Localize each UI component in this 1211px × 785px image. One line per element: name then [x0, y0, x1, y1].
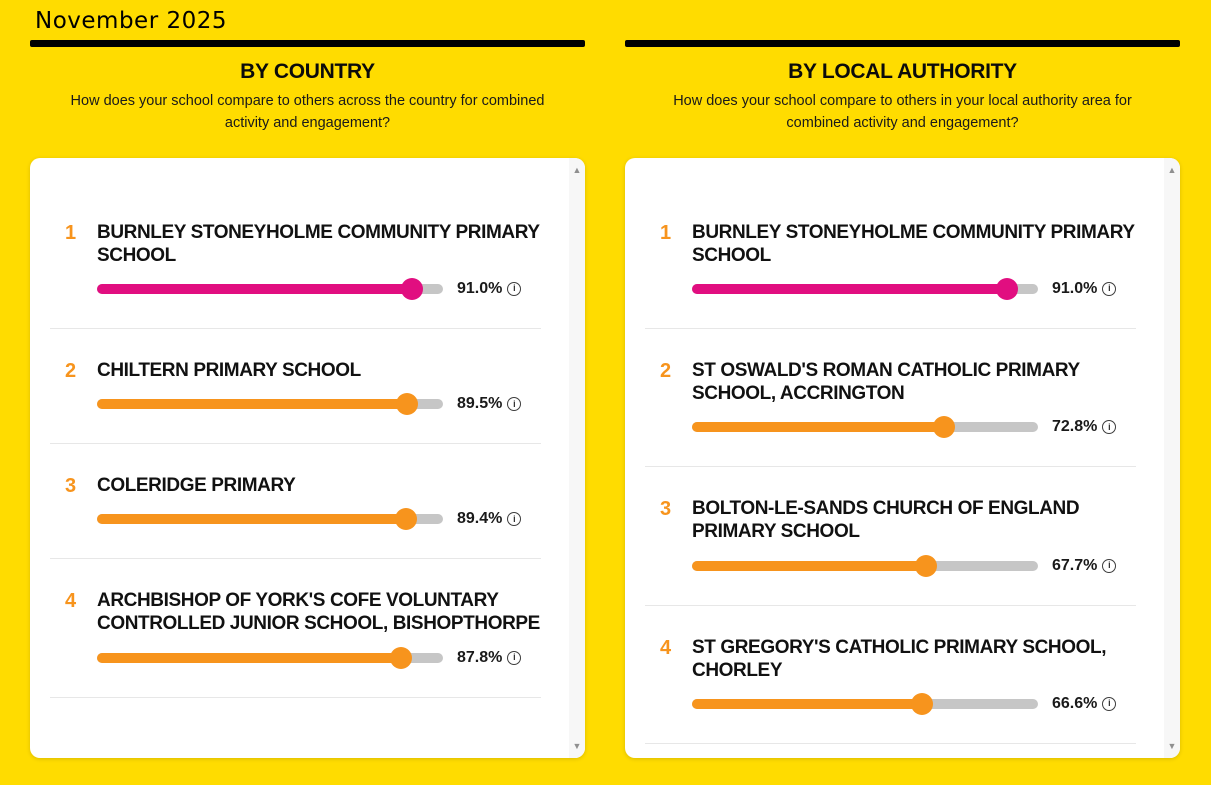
score-value: 89.4% [457, 510, 503, 528]
score-slider [97, 510, 541, 528]
score-slider [97, 280, 541, 298]
info-icon[interactable]: i [507, 282, 521, 296]
score-value: 72.8% [1052, 418, 1098, 436]
school-row [645, 329, 1136, 467]
rank-number: 2 [65, 359, 77, 382]
score-value: 91.0% [1052, 279, 1098, 297]
info-icon[interactable]: i [1102, 559, 1116, 573]
score-value: 91.0% [457, 279, 503, 297]
slider-track [692, 422, 1038, 432]
score-value: 66.6% [1052, 694, 1098, 712]
slider-track [97, 653, 443, 663]
slider-fill [97, 653, 401, 663]
rank-number: 3 [660, 498, 672, 521]
panels-container [30, 40, 1180, 758]
school-row [50, 444, 541, 559]
slider-track [97, 399, 443, 409]
school-name: COLERIDGE PRIMARY [97, 475, 296, 497]
school-row-main [97, 474, 541, 528]
score-value: 89.5% [457, 395, 503, 413]
ranking-card [30, 158, 585, 758]
slider-track [97, 514, 443, 524]
slider-fill [692, 561, 926, 571]
page-title: November 2025 [35, 8, 227, 34]
school-name: ST OSWALD'S ROMAN CATHOLIC PRIMARY SCHOOL, ACCRINGTON [692, 359, 1080, 405]
school-row-main [97, 589, 541, 666]
rank-number: 4 [65, 590, 77, 613]
rank-number: 3 [65, 475, 77, 498]
school-row-main [692, 359, 1136, 436]
slider-fill [97, 399, 407, 409]
rank-number: 2 [660, 359, 672, 382]
school-row-main [692, 221, 1136, 298]
scrollbar[interactable] [569, 158, 585, 758]
heading-rule [30, 40, 585, 47]
school-name: BURNLEY STONEYHOLME COMMUNITY PRIMARY SCHOOL [97, 221, 540, 266]
school-name: ST GREGORY'S CATHOLIC PRIMARY SCHOOL, CHORLEY [692, 636, 1107, 681]
score-slider [692, 695, 1136, 713]
scrollbar[interactable] [1164, 158, 1180, 758]
school-row [645, 467, 1136, 605]
rank-number: 1 [660, 221, 672, 244]
slider-knob[interactable] [390, 647, 412, 669]
heading-rule [625, 40, 1180, 47]
rank-number: 4 [660, 636, 672, 659]
info-icon[interactable]: i [1102, 697, 1116, 711]
school-name: CHILTERN PRIMARY SCHOOL [97, 359, 361, 381]
rank-number: 1 [65, 221, 77, 244]
ranking-panel [30, 40, 585, 758]
slider-fill [692, 422, 944, 432]
ranking-list[interactable] [30, 158, 585, 758]
slider-knob[interactable] [915, 555, 937, 577]
slider-track [692, 561, 1038, 571]
slider-track [692, 284, 1038, 294]
info-icon[interactable]: i [507, 512, 521, 526]
school-row [645, 191, 1136, 329]
scroll-up-icon[interactable]: ▲ [1167, 164, 1177, 175]
score-slider [692, 557, 1136, 575]
info-icon[interactable]: i [507, 651, 521, 665]
panel-subtitle: How does your school compare to others across the country for combined activity and engagement? [70, 93, 545, 131]
ranking-card [625, 158, 1180, 758]
school-row-main [692, 636, 1136, 713]
scroll-up-icon[interactable]: ▲ [572, 164, 582, 175]
school-row [645, 606, 1136, 744]
slider-knob[interactable] [933, 416, 955, 438]
slider-track [97, 284, 443, 294]
school-row [50, 559, 541, 697]
school-row-main [692, 497, 1136, 574]
scroll-down-icon[interactable]: ▼ [572, 740, 582, 751]
slider-track [692, 699, 1038, 709]
score-slider [97, 395, 541, 413]
slider-knob[interactable] [911, 693, 933, 715]
scroll-down-icon[interactable]: ▼ [1167, 740, 1177, 751]
ranking-panel [625, 40, 1180, 758]
score-value: 67.7% [1052, 556, 1098, 574]
slider-knob[interactable] [396, 393, 418, 415]
slider-knob[interactable] [996, 278, 1018, 300]
ranking-list[interactable] [625, 158, 1180, 758]
school-row-main [97, 221, 541, 298]
score-slider [692, 280, 1136, 298]
school-name: BURNLEY STONEYHOLME COMMUNITY PRIMARY SCHOOL [692, 221, 1135, 266]
school-row-main [97, 359, 541, 413]
info-icon[interactable]: i [507, 397, 521, 411]
panel-heading: BY LOCAL AUTHORITY [788, 60, 1017, 83]
school-row [50, 191, 541, 329]
score-value: 87.8% [457, 648, 503, 666]
slider-knob[interactable] [401, 278, 423, 300]
school-name: ARCHBISHOP OF YORK'S COFE VOLUNTARY CONTROLLED JUNIOR SCHOOL, BISHOPTHORPE [97, 590, 540, 635]
info-icon[interactable]: i [1102, 282, 1116, 296]
school-row [50, 329, 541, 444]
panel-subtitle: How does your school compare to others in your local authority area for combined activity and engagement? [673, 93, 1132, 131]
slider-fill [97, 284, 412, 294]
school-name: BOLTON-LE-SANDS CHURCH OF ENGLAND PRIMARY SCHOOL [692, 498, 1080, 543]
panel-heading: BY COUNTRY [240, 60, 375, 83]
score-slider [97, 649, 541, 667]
slider-fill [97, 514, 406, 524]
slider-fill [692, 699, 922, 709]
slider-fill [692, 284, 1007, 294]
score-slider [692, 418, 1136, 436]
slider-knob[interactable] [395, 508, 417, 530]
info-icon[interactable]: i [1102, 420, 1116, 434]
